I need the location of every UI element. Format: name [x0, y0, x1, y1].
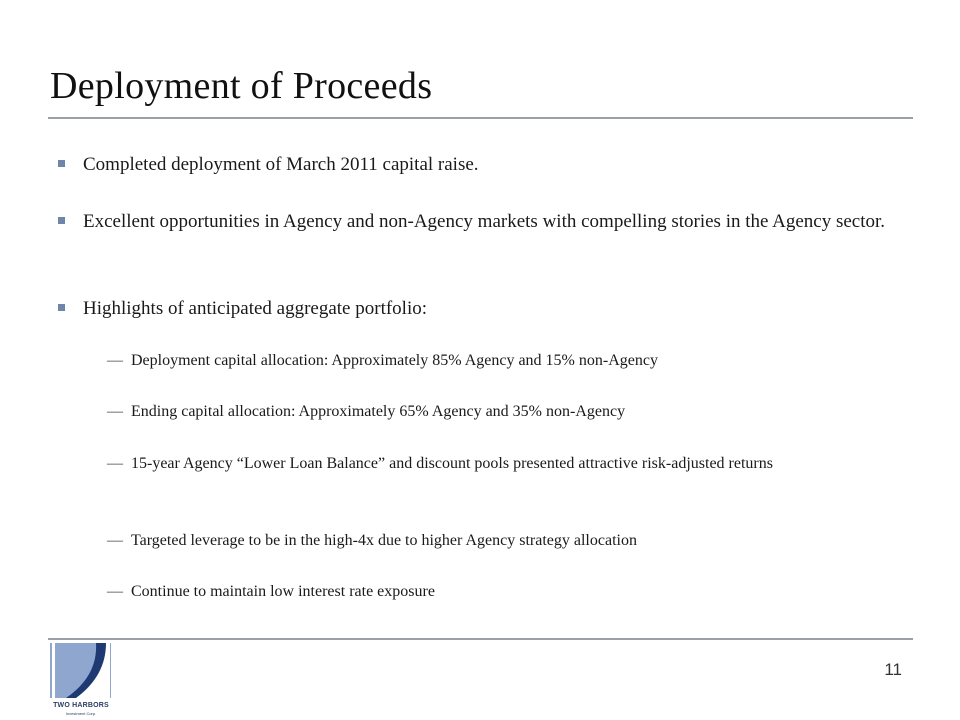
title-divider: [48, 117, 913, 119]
sub-bullet-text: Ending capital allocation: Approximately 65% Agency and 35% non-Agency: [131, 403, 626, 420]
two-harbors-logo-icon: [46, 642, 116, 702]
sub-bullet-text: Continue to maintain low interest rate exposure: [131, 583, 435, 600]
bullet-text: Highlights of anticipated aggregate portfolio:: [83, 298, 428, 319]
sub-bullet-text: Deployment capital allocation: Approximately 85% Agency and 15% non-Agency: [131, 352, 658, 369]
dash-marker: —: [107, 352, 123, 369]
bullet-text: Excellent opportunities in Agency and non-Agency markets with compelling stories in the Agency sector.: [83, 211, 886, 232]
sub-bullet-text: Targeted leverage to be in the high-4x due to higher Agency strategy allocation: [131, 532, 637, 549]
page-number: 11: [884, 660, 902, 679]
dash-marker: —: [107, 583, 123, 600]
square-bullet-icon: [58, 304, 65, 311]
square-bullet-icon: [58, 217, 65, 224]
sub-bullet-text: 15-year Agency “Lower Loan Balance” and discount pools presented attractive risk-adjusted returns: [131, 455, 773, 472]
slide-title: Deployment of Proceeds: [50, 65, 433, 107]
logo-subtitle: Investment Corp.: [65, 711, 97, 716]
dash-marker: —: [107, 455, 123, 472]
footer-divider: [48, 638, 913, 640]
bullet-text: Completed deployment of March 2011 capital raise.: [83, 154, 479, 175]
dash-marker: —: [107, 532, 123, 549]
dash-marker: —: [107, 403, 123, 420]
logo-wordmark: TWO HARBORS: [53, 702, 109, 709]
company-logo: [46, 642, 116, 718]
square-bullet-icon: [58, 160, 65, 167]
